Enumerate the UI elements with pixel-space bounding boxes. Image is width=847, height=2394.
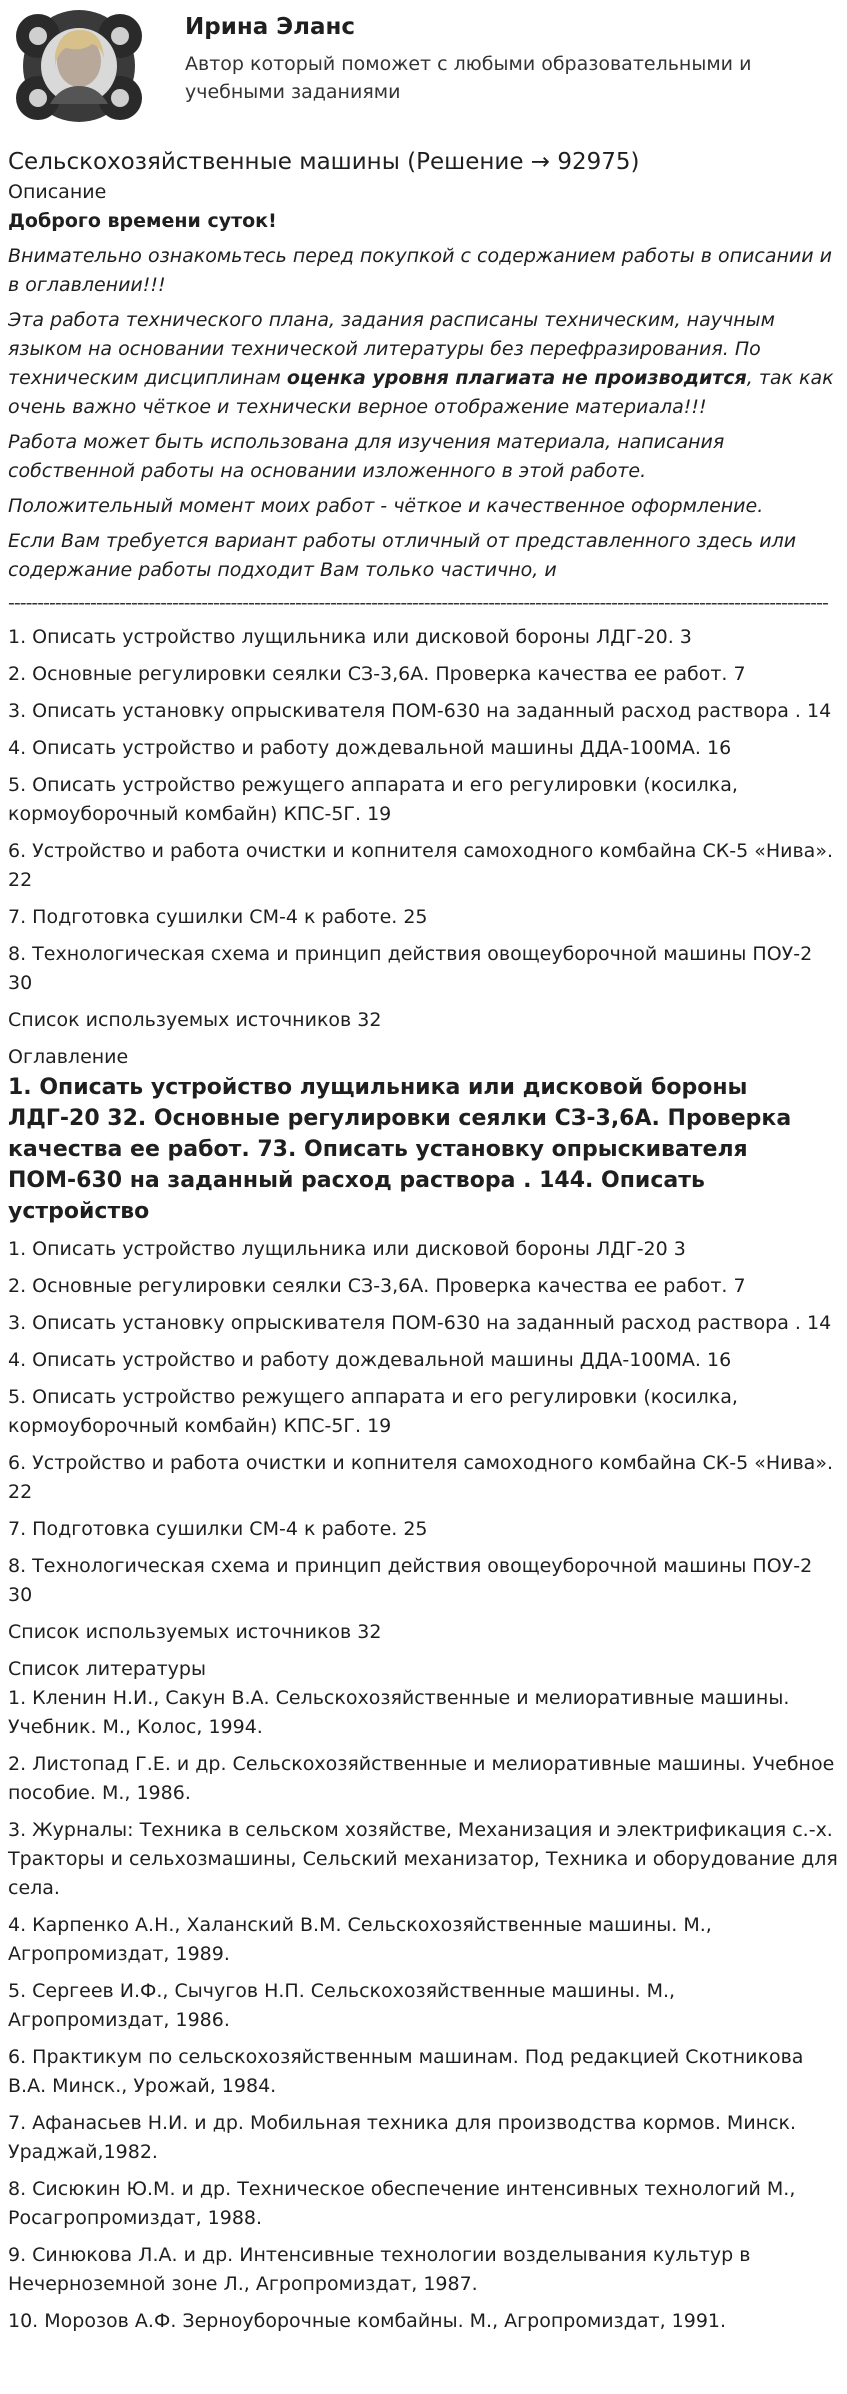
list-item: 8. Технологическая схема и принцип действия овощеуборочной машины ПОУ-2 30 bbox=[8, 1555, 813, 1606]
list-item: 2. Основные регулировки сеялки СЗ-3,6А. Проверка качества ее работ. 7 bbox=[8, 1275, 746, 1297]
list-item: 1. Описать устройство лущильника или дисковой бороны ЛДГ-20 3 bbox=[8, 1238, 686, 1260]
film-reel-avatar-icon[interactable] bbox=[8, 6, 150, 126]
literature-list bbox=[8, 1684, 839, 2336]
list-item: 2. Листопад Г.Е. и др. Сельскохозяйственные и мелиоративные машины. Учебное пособие. М., 1986. bbox=[8, 1753, 835, 1804]
list-item: 7. Подготовка сушилки СМ-4 к работе. 25 bbox=[8, 1518, 428, 1540]
list-item: 6. Устройство и работа очистки и копнителя самоходного комбайна СК-5 «Нива». 22 bbox=[8, 1452, 833, 1503]
plagiarism-text-after: , так как очень важно чёткое и технически верное отображение материала!!! bbox=[8, 367, 834, 418]
list-item: 4. Описать устройство и работу дождевальной машины ДДА-100МА. 16 bbox=[8, 737, 732, 759]
dash-divider: -------------------------------------------------------------------------------------------------------------------------------------------- bbox=[8, 593, 828, 613]
list-item: 7. Афанасьев Н.И. и др. Мобильная техника для производства кормов. Минск. Ураджай,1982. bbox=[8, 2112, 797, 2163]
list-item: 5. Описать устройство режущего аппарата и его регулировки (косилка, кормоуборочный комбайн) КПС-5Г. 19 bbox=[8, 774, 738, 825]
document-content bbox=[0, 146, 847, 2336]
list-item: 4. Описать устройство и работу дождевальной машины ДДА-100МА. 16 bbox=[8, 1349, 732, 1371]
variant-paragraph: Если Вам требуется вариант работы отличный от представленного здесь или содержание работы подходит Вам только частично, и bbox=[8, 530, 797, 581]
plagiarism-paragraph bbox=[8, 306, 839, 422]
list-item: 4. Карпенко А.Н., Халанский В.М. Сельскохозяйственные машины. М., Агропромиздат, 1989. bbox=[8, 1914, 712, 1965]
list-item: 8. Технологическая схема и принцип действия овощеуборочной машины ПОУ-2 30 bbox=[8, 943, 813, 994]
list-item: 5. Сергеев И.Ф., Сычугов Н.П. Сельскохозяйственные машины. М., Агропромиздат, 1986. bbox=[8, 1980, 676, 2031]
list-item: 2. Основные регулировки сеялки СЗ-3,6А. Проверка качества ее работ. 7 bbox=[8, 663, 746, 685]
plagiarism-bold-text: оценка уровня плагиата не производится bbox=[286, 367, 747, 389]
contents-list bbox=[8, 623, 839, 1035]
list-item: 3. Журналы: Техника в сельском хозяйстве, Механизация и электрификация с.-х. Тракторы и сельхозмашины, Сельский механизатор, Техника и оборудование для села. bbox=[8, 1819, 838, 1899]
toc-label: Оглавление bbox=[8, 1046, 129, 1068]
list-item: 6. Устройство и работа очистки и копнителя самоходного комбайна СК-5 «Нива». 22 bbox=[8, 840, 833, 891]
plagiarism-text-before: Эта работа технического плана, задания расписаны техническим, научным языком на основании технической литературы без перефразирования. По техническим дисциплинам bbox=[8, 309, 775, 389]
quality-paragraph: Положительный момент моих работ - чёткое и качественное оформление. bbox=[8, 495, 764, 517]
list-item: 7. Подготовка сушилки СМ-4 к работе. 25 bbox=[8, 906, 428, 928]
author-description: Автор который поможет с любыми образовательными и учебными заданиями bbox=[185, 53, 752, 103]
page-title: Сельскохозяйственные машины (Решение → 92975) bbox=[8, 149, 640, 175]
list-item: 1. Описать устройство лущильника или дисковой бороны ЛДГ-20. 3 bbox=[8, 626, 692, 648]
author-header bbox=[0, 0, 847, 140]
description-label: Описание bbox=[8, 181, 107, 203]
toc-heading-run: 1. Описать устройство лущильника или дисковой бороны ЛДГ-20 32. Основные регулировки сеялки СЗ-3,6А. Проверка качества ее работ. 73. Описать установку опрыскивателя ПОМ-630 на заданный расход раствора . 144. Описать устройство bbox=[8, 1075, 792, 1224]
list-item: Список используемых источников 32 bbox=[8, 1009, 382, 1031]
list-item: Список используемых источников 32 bbox=[8, 1621, 382, 1643]
list-item: 6. Практикум по сельскохозяйственным машинам. Под редакцией Скотникова В.А. Минск., Урожай, 1984. bbox=[8, 2046, 804, 2097]
literature-label: Список литературы bbox=[8, 1658, 206, 1680]
list-item: 8. Сисюкин Ю.М. и др. Техническое обеспечение интенсивных технологий М., Росагропромиздат, 1988. bbox=[8, 2178, 796, 2229]
author-name[interactable]: Ирина Эланс bbox=[185, 14, 356, 40]
usage-paragraph: Работа может быть использована для изучения материала, написания собственной работы на основании изложенного в этой работе. bbox=[8, 431, 725, 482]
intro-paragraph: Внимательно ознакомьтесь перед покупкой с содержанием работы в описании и в оглавлении!!! bbox=[8, 245, 832, 296]
greeting-text: Доброго времени суток! bbox=[8, 210, 277, 232]
description-body bbox=[8, 242, 839, 585]
list-item: 3. Описать установку опрыскивателя ПОМ-630 на заданный расход раствора . 14 bbox=[8, 700, 832, 722]
list-item: 9. Синюкова Л.А. и др. Интенсивные технологии возделывания культур в Нечерноземной зоне Л., Агропромиздат, 1987. bbox=[8, 2244, 751, 2295]
toc-list bbox=[8, 1235, 839, 1647]
list-item: 5. Описать устройство режущего аппарата и его регулировки (косилка, кормоуборочный комбайн) КПС-5Г. 19 bbox=[8, 1386, 738, 1437]
list-item: 10. Морозов А.Ф. Зерноуборочные комбайны. М., Агропромиздат, 1991. bbox=[8, 2310, 727, 2332]
list-item: 3. Описать установку опрыскивателя ПОМ-630 на заданный расход раствора . 14 bbox=[8, 1312, 832, 1334]
list-item: 1. Кленин Н.И., Сакун В.А. Сельскохозяйственные и мелиоративные машины. Учебник. М., Колос, 1994. bbox=[8, 1687, 790, 1738]
